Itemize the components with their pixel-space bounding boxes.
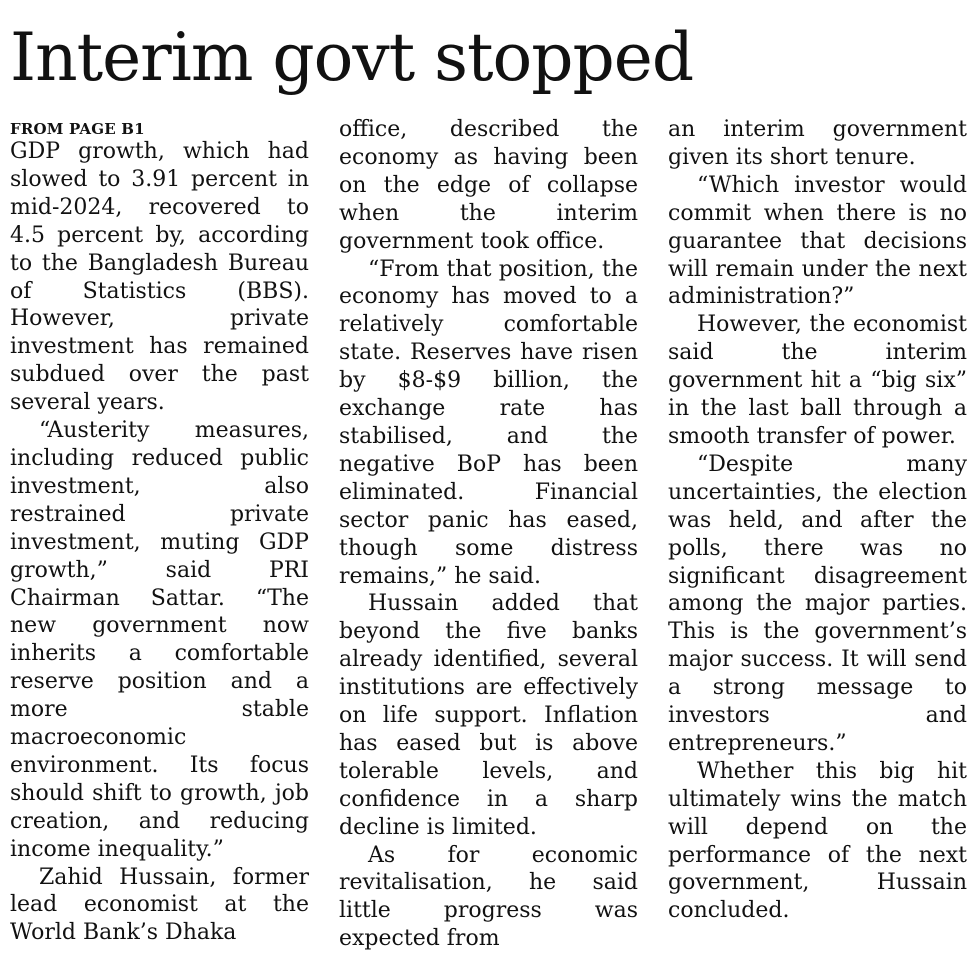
article-column-2 bbox=[339, 116, 638, 953]
paragraph: office, described the economy as having been on the edge of collapse when the interim government took office. bbox=[339, 117, 638, 254]
article-column-1 bbox=[10, 116, 309, 947]
headline: Interim govt stopped bbox=[10, 19, 694, 96]
paragraph: As for economic revitalisation, he said little progress was expected from bbox=[339, 842, 638, 952]
paragraph: Whether this big hit ultimately wins the match will depend on the performance of the next government, Hussain concluded. bbox=[668, 758, 967, 924]
paragraph: Zahid Hussain, former lead economist at the World Bank’s Dhaka bbox=[10, 864, 309, 946]
article-column-3 bbox=[668, 116, 967, 925]
paragraph: “From that position, the economy has moved to a relatively comfortable state. Reserves have risen by $8-$9 billion, the exchange rate has stabilised, and the negative BoP has been eliminated. Financial sector panic has eased, though some distress remains,” he said. bbox=[339, 256, 638, 589]
jump-kicker: FROM PAGE B1 bbox=[10, 120, 145, 138]
paragraph: Hussain added that beyond the five banks already identified, several institutions are effectively on life support. Inflation has eased but is above tolerable levels, and confidence in a sharp decline is limited. bbox=[339, 591, 638, 840]
paragraph: “Which investor would commit when there is no guarantee that decisions will remain under the next administration?” bbox=[668, 172, 967, 310]
paragraph: “Austerity measures, including reduced public investment, also restrained private investment, muting GDP growth,” said PRI Chairman Sattar. “The new government now inherits a comfortable reserve position and a more stable macroeconomic environment. Its focus should shift to growth, job creation, and reducing income inequality.” bbox=[10, 418, 309, 862]
paragraph: GDP growth, which had slowed to 3.91 percent in mid-2024, recovered to 4.5 percent by, according to the Bangladesh Bureau of Statistics (BBS). However, private investment has remained subdued over the past several years. bbox=[10, 139, 309, 416]
paragraph: “Despite many uncertainties, the election was held, and after the polls, there was no significant disagreement among the major parties. This is the government’s major success. It will send a strong message to investors and entrepreneurs.” bbox=[668, 451, 967, 756]
paragraph: an interim government given its short tenure. bbox=[668, 117, 967, 170]
paragraph: However, the economist said the interim government hit a “big six” in the last ball through a smooth transfer of power. bbox=[668, 312, 967, 449]
